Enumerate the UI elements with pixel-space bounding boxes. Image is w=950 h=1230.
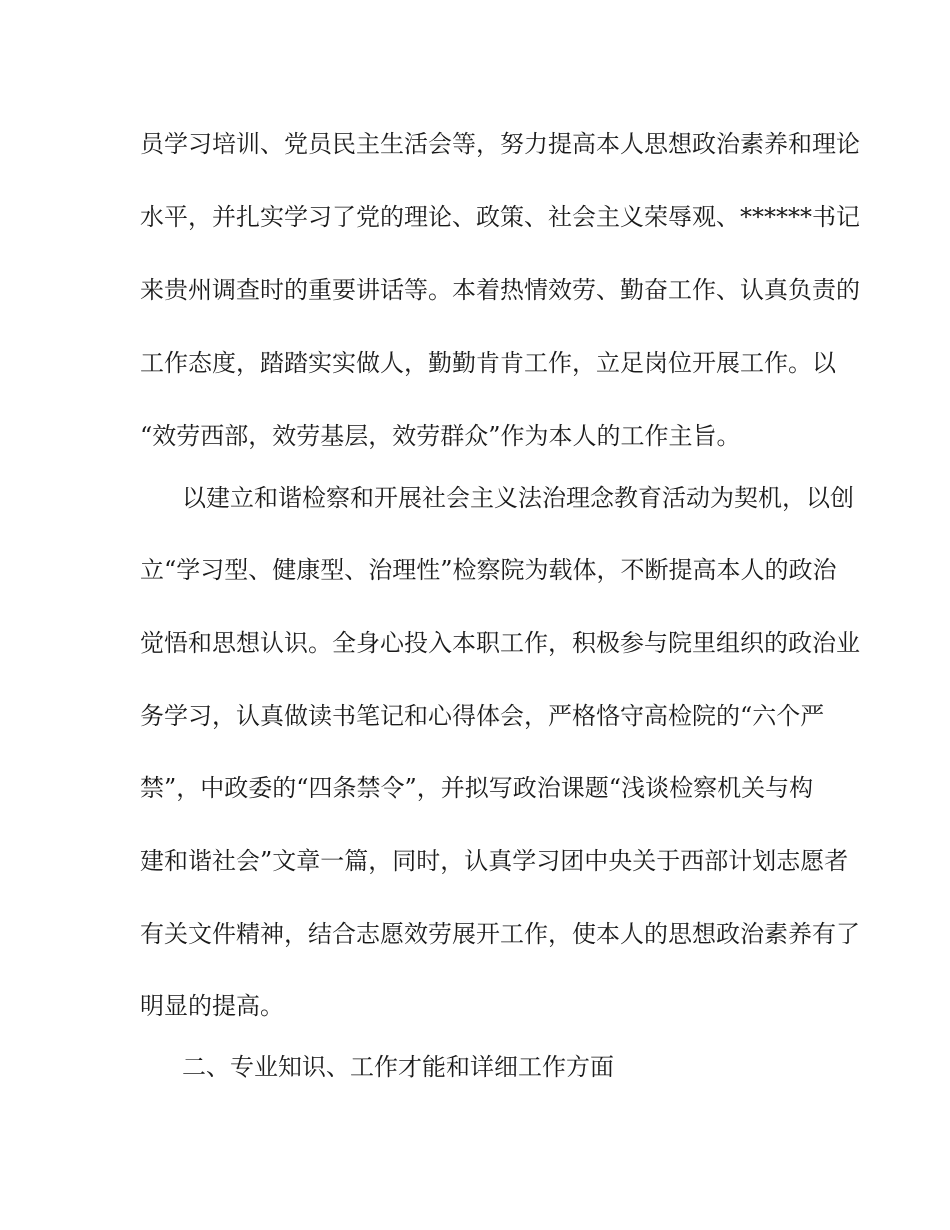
paragraph-1-line-2: 水平，并扎实学习了党的理论、政策、社会主义荣辱观、******书记: [140, 203, 860, 231]
paragraph-2-line-7: 有关文件精神，结合志愿效劳展开工作，使本人的思想政治素养有了: [140, 920, 860, 948]
paragraph-2-line-5: 禁”，中政委的“四条禁令”，并拟写政治课题“浅谈检察机关与构: [140, 774, 814, 802]
paragraph-2-line-2: 立“学习型、健康型、治理性”检察院为载体，不断提高本人的政治: [140, 556, 837, 584]
paragraph-2-line-3: 觉悟和思想认识。全身心投入本职工作，积极参与院里组织的政治业: [140, 629, 860, 657]
paragraph-2-line-8: 明显的提高。: [140, 992, 284, 1020]
paragraph-1-line-3: 来贵州调查时的重要讲话等。本着热情效劳、勤奋工作、认真负责的: [140, 276, 860, 304]
paragraph-2-line-1: 以建立和谐检察和开展社会主义法治理念教育活动为契机，以创: [182, 484, 854, 512]
paragraph-1-line-1: 员学习培训、党员民主生活会等，努力提高本人思想政治素养和理论: [140, 130, 860, 158]
section-heading: 二、专业知识、工作才能和详细工作方面: [182, 1053, 614, 1081]
paragraph-1-line-5: “效劳西部，效劳基层，效劳群众”作为本人的工作主旨。: [140, 422, 741, 450]
paragraph-2-line-4: 务学习，认真做读书笔记和心得体会，严格恪守高检院的“六个严: [140, 702, 825, 730]
paragraph-1-line-4: 工作态度，踏踏实实做人，勤勤肯肯工作，立足岗位开展工作。以: [140, 349, 836, 377]
paragraph-2-line-6: 建和谐社会”文章一篇，同时，认真学习团中央关于西部计划志愿者: [140, 847, 849, 875]
